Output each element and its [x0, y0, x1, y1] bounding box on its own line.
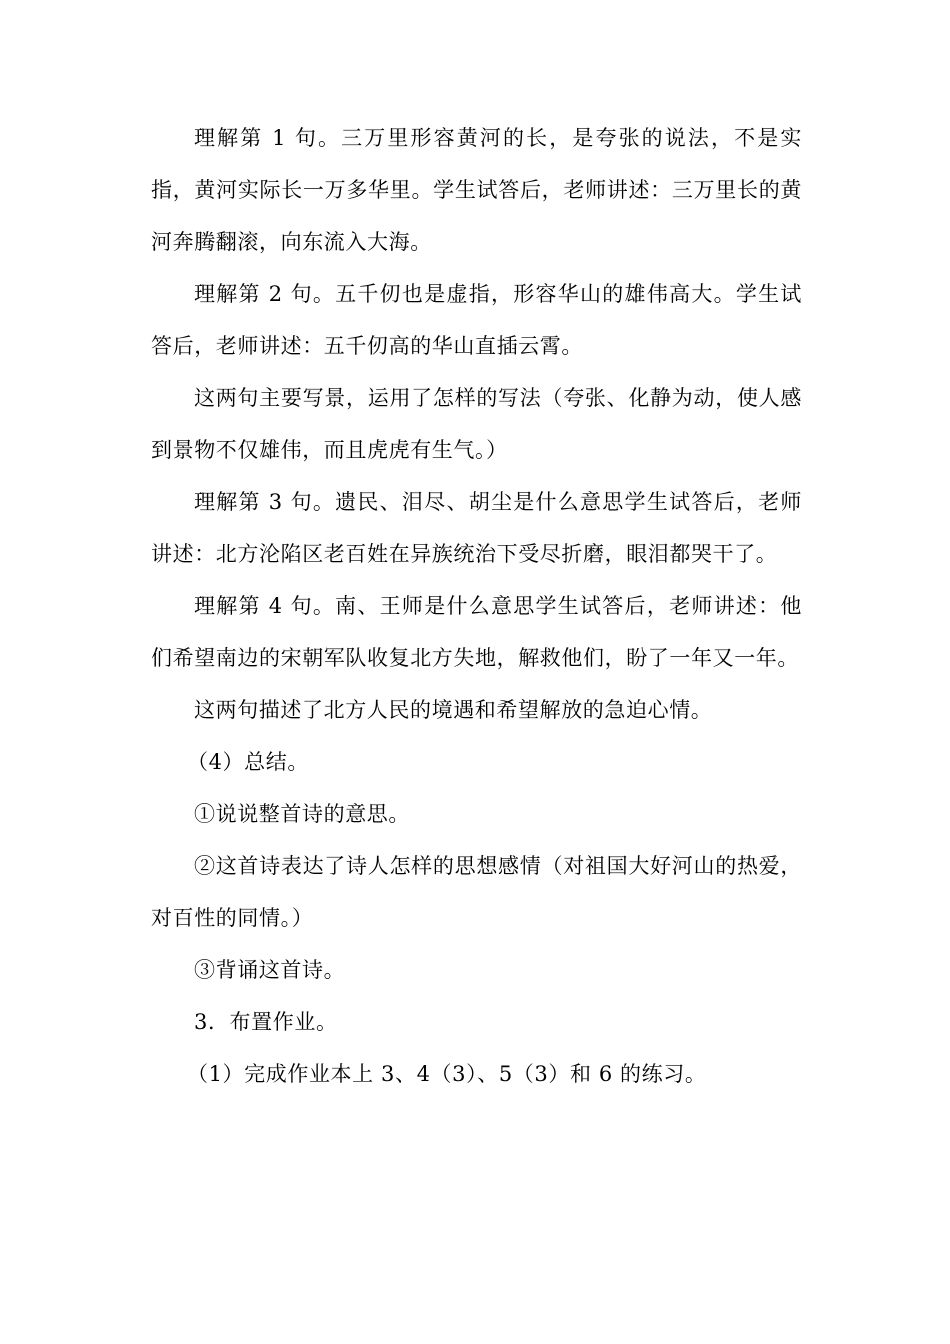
- paragraph-northern-people: 这两句描述了北方人民的境遇和希望解放的急迫心情。: [194, 698, 713, 722]
- paragraph-homework-item-1: （1）完成作业本上 3、4（3）、5（3）和 6 的练习。: [187, 1062, 707, 1086]
- paragraph-summary-item-3: ③背诵这首诗。: [194, 958, 346, 982]
- document-body: [151, 112, 802, 1100]
- paragraph-sentence-2: 理解第 2 句。五千仞也是虚指，形容华山的雄伟高大。学生试答后，老师讲述：五千仞高的华山直插云霄。: [151, 282, 802, 358]
- paragraph-summary-item-2: ②这首诗表达了诗人怎样的思想感情（对祖国大好河山的热爱，对百性的同情。）: [151, 854, 802, 930]
- paragraph-sentence-3: 理解第 3 句。遗民、泪尽、胡尘是什么意思学生试答后，老师讲述：北方沦陷区老百姓在异族统治下受尽折磨，眼泪都哭干了。: [151, 490, 802, 566]
- paragraph-summary-item-1: ①说说整首诗的意思。: [194, 802, 410, 826]
- paragraph-sentence-4: 理解第 4 句。南、王师是什么意思学生试答后，老师讲述：他们希望南边的宋朝军队收复北方失地，解救他们，盼了一年又一年。: [151, 594, 802, 670]
- paragraph-summary-heading: （4）总结。: [187, 750, 309, 774]
- paragraph-sentence-1: 理解第 1 句。三万里形容黄河的长，是夸张的说法，不是实指，黄河实际长一万多华里。学生试答后，老师讲述：三万里长的黄河奔腾翻滚，向东流入大海。: [151, 126, 802, 254]
- paragraph-homework-heading: 3．布置作业。: [194, 1010, 338, 1034]
- paragraph-writing-technique: 这两句主要写景，运用了怎样的写法（夸张、化静为动，使人感到景物不仅雄伟，而且虎虎有生气。）: [151, 386, 802, 462]
